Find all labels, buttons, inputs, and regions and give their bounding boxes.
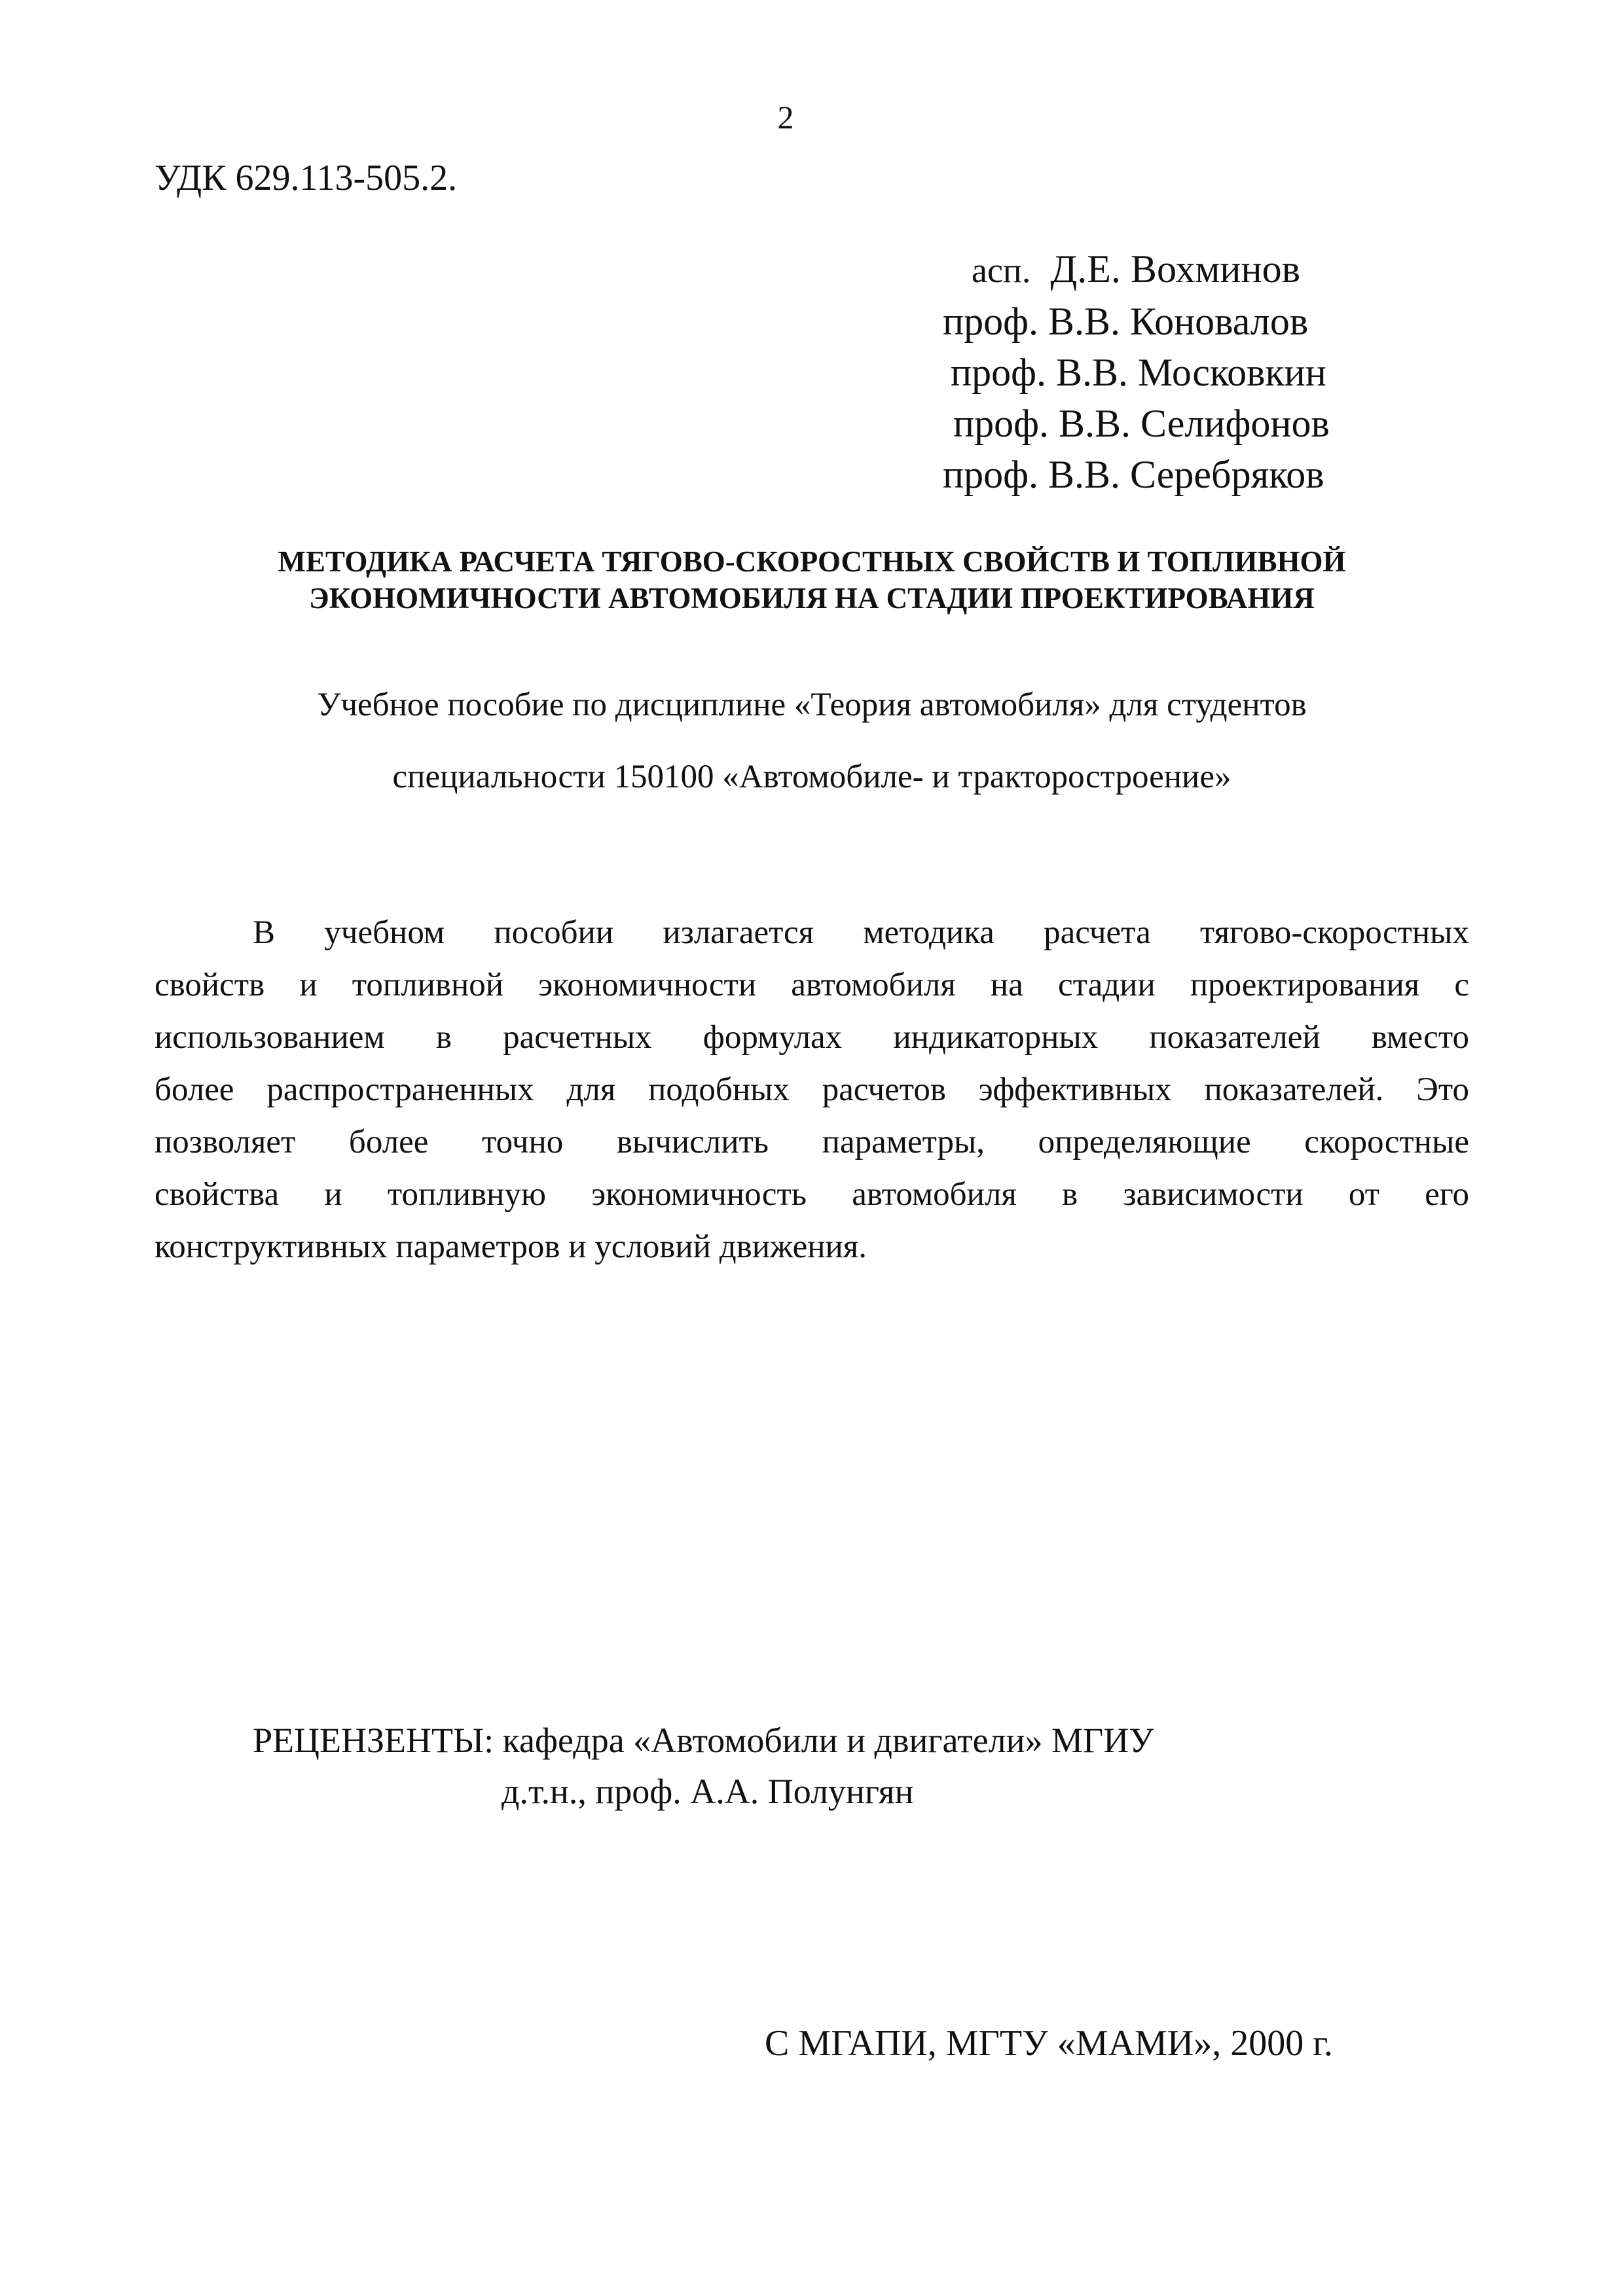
- abstract-line: позволяет более точно вычислить параметры, определяющие скоростные: [155, 1124, 1469, 1160]
- author-line: [943, 296, 1401, 347]
- author-role: проф.: [943, 453, 1038, 496]
- abstract-paragraph: [155, 906, 1469, 1273]
- title-line: ЭКОНОМИЧНОСТИ АВТОМОБИЛЯ НА СТАДИИ ПРОЕКТИРОВАНИЯ: [309, 582, 1315, 615]
- authors-block: [943, 243, 1401, 500]
- author-name: В.В. Московкин: [1056, 351, 1326, 394]
- author-line: [943, 449, 1401, 500]
- author-role: проф.: [943, 300, 1038, 343]
- copyright-notice: С МГАПИ, МГТУ «МАМИ», 2000 г.: [765, 2023, 1333, 2064]
- udk-code: УДК 629.113-505.2.: [155, 158, 458, 198]
- author-name: В.В. Селифонов: [1059, 402, 1330, 445]
- document-title: [155, 543, 1469, 617]
- title-line: МЕТОДИКА РАСЧЕТА ТЯГОВО-СКОРОСТНЫХ СВОЙСТВ И ТОПЛИВНОЙ: [278, 545, 1346, 578]
- subtitle-line: Учебное пособие по дисциплине «Теория автомобиля» для студентов: [317, 687, 1307, 723]
- abstract-line: свойств и топливной экономичности автомобиля на стадии проектирования с: [155, 967, 1469, 1003]
- document-subtitle: [155, 669, 1469, 813]
- abstract-line: В учебном пособии излагается методика расчета тягово-скоростных: [253, 914, 1469, 951]
- page-number: 2: [777, 99, 794, 135]
- author-line: [943, 243, 1401, 296]
- abstract-line: использованием в расчетных формулах индикаторных показателей вместо: [155, 1019, 1469, 1056]
- author-line: [943, 398, 1401, 449]
- author-name: В.В. Серебряков: [1048, 453, 1324, 496]
- author-role: асп.: [972, 251, 1031, 290]
- author-role: проф.: [953, 402, 1049, 445]
- abstract-line: более распространенных для подобных расчетов эффективных показателей. Это: [155, 1071, 1469, 1108]
- reviewers-line: д.т.н., проф. А.А. Полунгян: [501, 1772, 914, 1811]
- author-role: проф.: [951, 351, 1046, 394]
- author-line: [943, 347, 1401, 398]
- abstract-line: конструктивных параметров и условий движения.: [155, 1229, 867, 1265]
- abstract-line: свойства и топливную экономичность автомобиля в зависимости от его: [155, 1176, 1469, 1213]
- reviewers-line: РЕЦЕНЗЕНТЫ: кафедра «Автомобили и двигатели» МГИУ: [253, 1721, 1154, 1760]
- reviewers-block: [253, 1715, 1154, 1817]
- author-name: Д.Е. Вохминов: [1050, 247, 1300, 291]
- subtitle-line: специальности 150100 «Автомобиле- и тракторостроение»: [392, 759, 1231, 795]
- author-name: В.В. Коновалов: [1048, 300, 1309, 343]
